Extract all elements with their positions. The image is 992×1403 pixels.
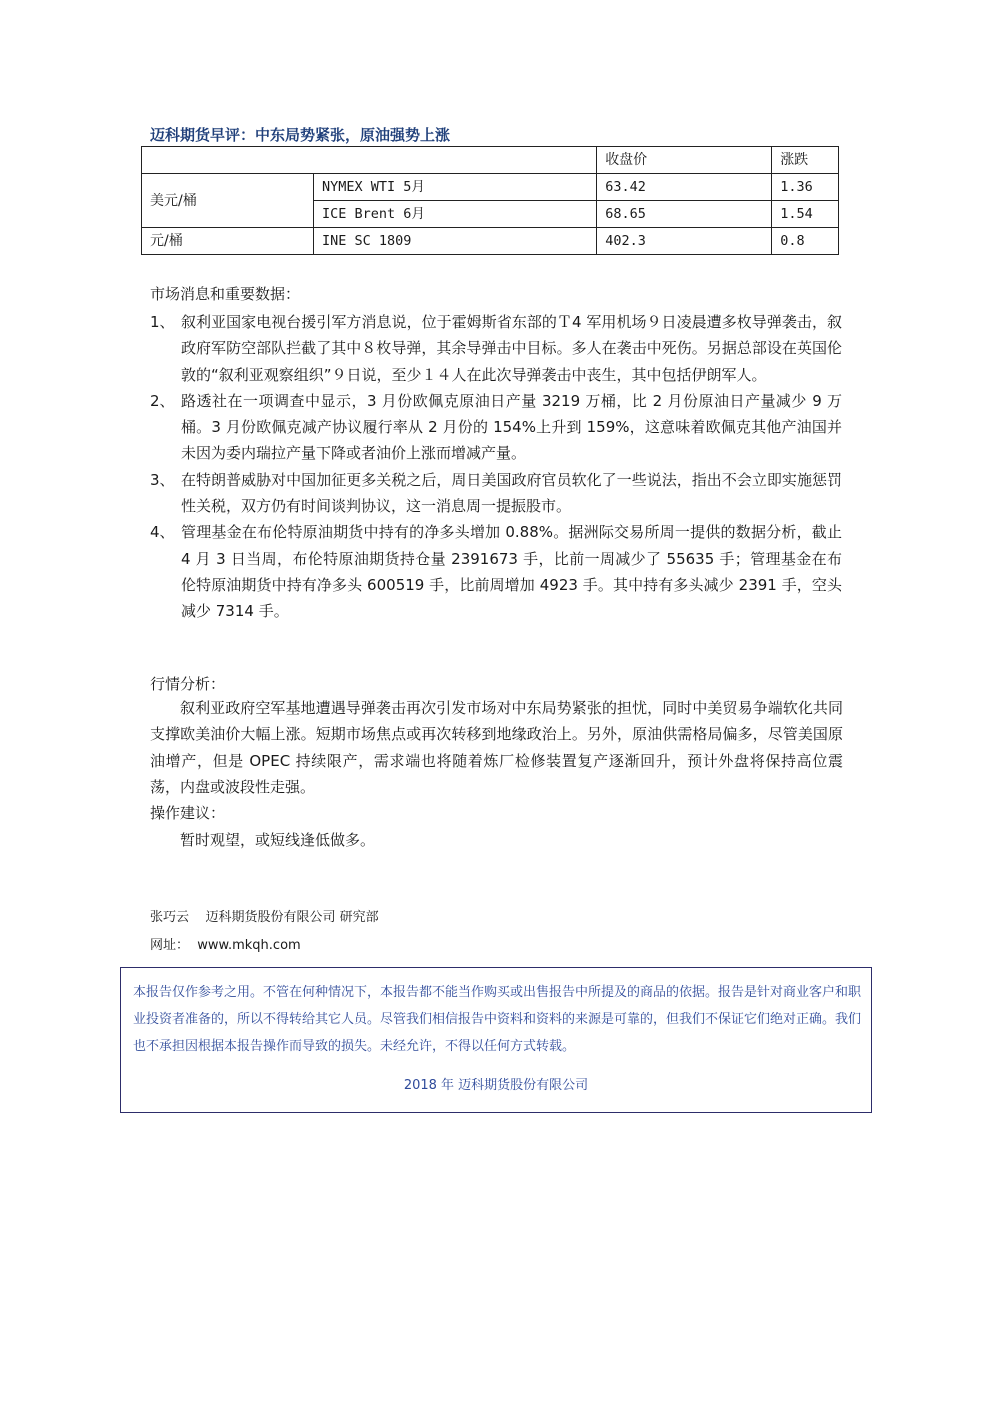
close-cell: 68.65: [597, 201, 772, 228]
list-item-number: 4、: [150, 523, 175, 542]
list-item: [150, 388, 850, 467]
unit-cell: 美元/桶: [142, 174, 314, 228]
change-cell: 1.54: [772, 201, 839, 228]
table-header-cell: [142, 147, 597, 174]
advice-text: 暂时观望，或短线逢低做多。: [180, 831, 376, 849]
table-header-cell: 收盘价: [597, 147, 772, 174]
table-row: [142, 228, 839, 255]
list-item-number: 3、: [150, 470, 175, 489]
list-item: [150, 309, 850, 388]
disclaimer-footer: 2018 年 迈科期货股份有限公司: [403, 1078, 589, 1093]
table-row: [142, 174, 839, 201]
disclaimer-text: 本报告仅作参考之用。不管在何种情况下，本报告都不能当作购买或出售报告中所提及的商品的依据。报告是针对商业客户和职业投资者准备的，所以不得转给其它人员。尽管我们相信报告中资料和资料的来源是可靠的，但我们不保证它们绝对正确。我们也不承担因根据本报告操作而导致的损失。未经允许，不得以任何方式转载。: [133, 985, 862, 1054]
website-line: 网址： www.mkqh.com: [150, 938, 301, 953]
table-header-cell: 涨跌: [772, 147, 839, 174]
author-line: 张巧云 迈科期货股份有限公司 研究部: [150, 910, 379, 925]
close-cell: 63.42: [597, 174, 772, 201]
list-item-number: 2、: [150, 391, 175, 410]
analysis-text: 叙利亚政府空军基地遭遇导弹袭击再次引发市场对中东局势紧张的担忧，同时中美贸易争端软化共同支撑欧美油价大幅上涨。短期市场焦点或再次转移到地缘政治上。另外，原油供需格局偏多，尽管美国原油增产，但是 OPEC 持续限产，需求端也将随着炼厂检修装置复产逐渐回升，预计外盘将保持高位震荡，内盘或波段性走强。: [150, 699, 843, 796]
price-table: [141, 146, 839, 255]
contract-cell: INE SC 1809: [314, 228, 597, 255]
list-item: [150, 519, 850, 624]
analysis-heading: 行情分析：: [150, 675, 226, 693]
close-cell: 402.3: [597, 228, 772, 255]
list-item-text: 叙利亚国家电视台援引军方消息说，位于霍姆斯省东部的Ｔ4 军用机场９日凌晨遭多枚导弹袭击，叙政府军防空部队拦截了其中８枚导弹，其余导弹击中目标。多人在袭击中死伤。另据总部设在英国伦敦的“叙利亚观察组织”９日说，至少１４人在此次导弹袭击中丧生，其中包括伊朗军人。: [181, 313, 842, 384]
news-heading: 市场消息和重要数据：: [150, 285, 301, 303]
table-header-row: [142, 147, 839, 174]
report-title: 迈科期货早评：中东局势紧张，原油强势上涨: [150, 126, 451, 144]
news-list: [150, 309, 850, 625]
list-item: [150, 467, 850, 520]
list-item-text: 路透社在一项调查中显示，3 月份欧佩克原油日产量 3219 万桶，比 2 月份原油日产量减少 9 万桶。3 月份欧佩克减产协议履行率从 2 月份的 154%上升到 159%，这意味着欧佩克其他产油国并未因为委内瑞拉产量下降或者油价上涨而增减产量。: [181, 391, 842, 463]
list-item-text: 管理基金在布伦特原油期货中持有的净多头增加 0.88%。据洲际交易所周一提供的数据分析，截止 4 月 3 日当周，布伦特原油期货持仓量 2391673 手，比前一周减少了 55635 手；管理基金在布伦特原油期货中持有净多头 600519 手，比前周增加 4923 手。其中持有多头减少 2391 手，空头减少 7314 手。: [181, 523, 842, 621]
contract-cell: ICE Brent 6月: [314, 201, 597, 228]
disclaimer-box: [120, 967, 872, 1113]
unit-cell: 元/桶: [142, 228, 314, 255]
contract-cell: NYMEX WTI 5月: [314, 174, 597, 201]
change-cell: 0.8: [772, 228, 839, 255]
change-cell: 1.36: [772, 174, 839, 201]
list-item-number: 1、: [150, 313, 175, 331]
advice-heading: 操作建议：: [150, 804, 226, 822]
list-item-text: 在特朗普威胁对中国加征更多关税之后，周日美国政府官员软化了一些说法，指出不会立即实施惩罚性关税，双方仍有时间谈判协议，这一消息周一提振股市。: [181, 470, 842, 516]
